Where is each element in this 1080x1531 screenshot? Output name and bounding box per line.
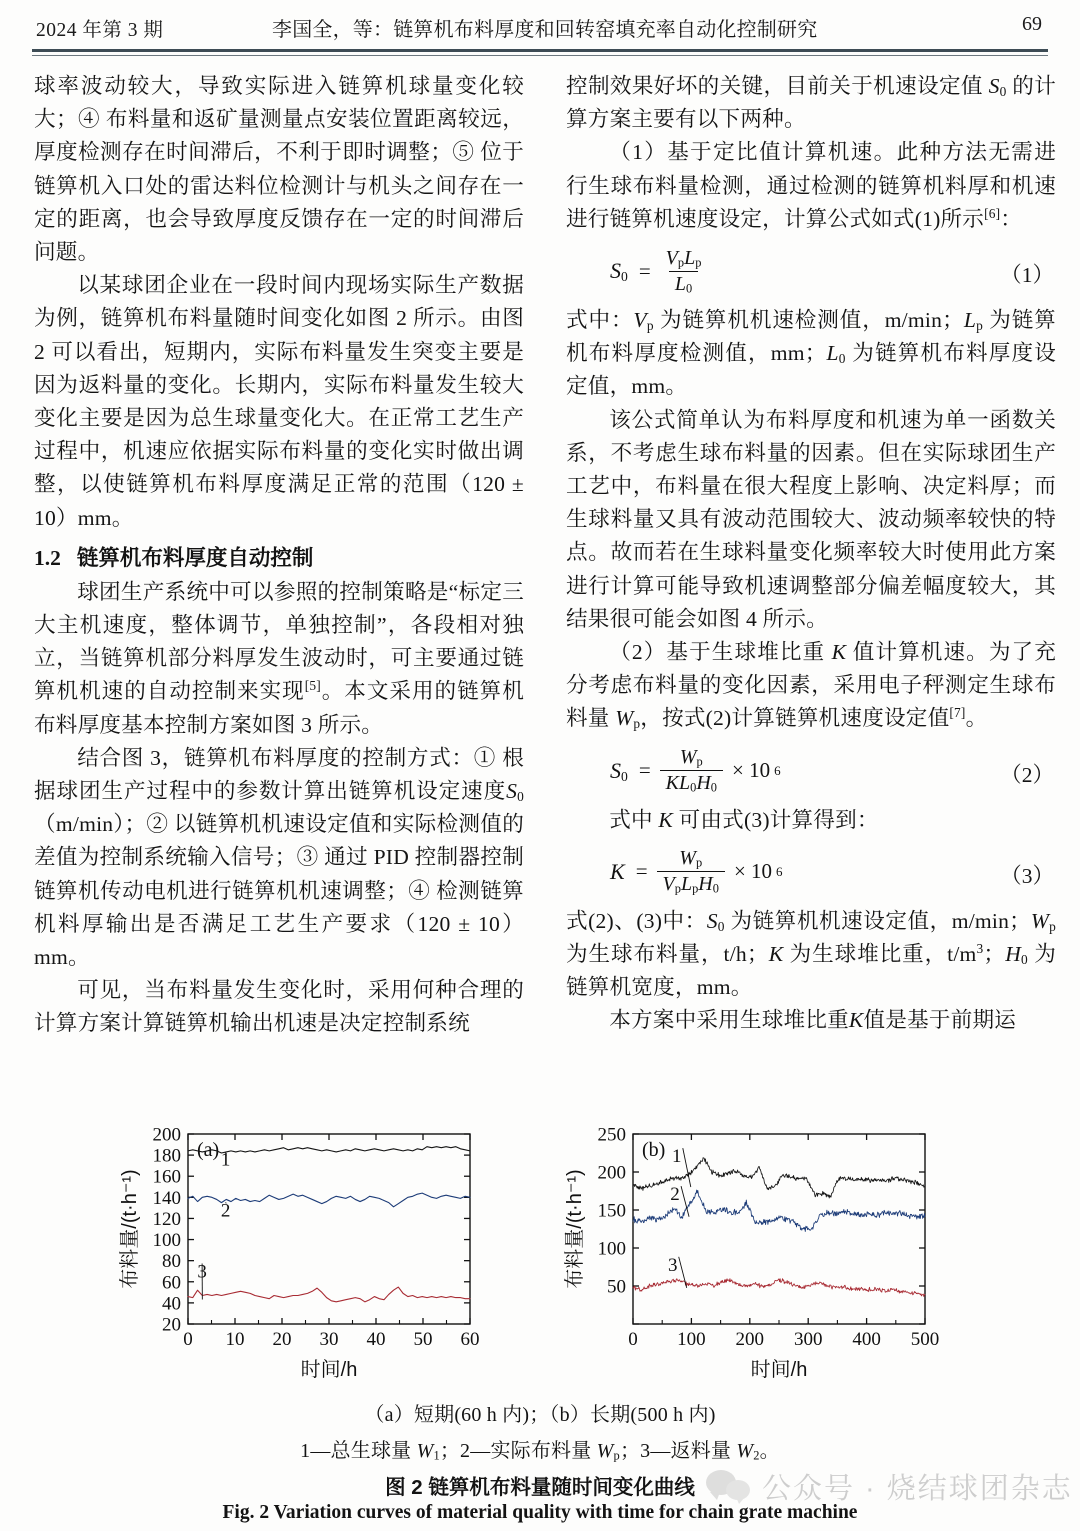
svg-text:1: 1 — [672, 1146, 682, 1168]
equation-2-number: （2） — [1000, 762, 1054, 787]
paragraph-l5: 可见，当布料量发生变化时，采用何种合理的计算方案计算链箅机输出机速是决定控制系统 — [34, 978, 524, 1036]
svg-text:400: 400 — [852, 1329, 881, 1350]
paragraph-l4-b: （m/min）；② 以链箅机机速设定值和实际检测值的差值为控制系统输入信号；③ 通过 PID 控制器控制链箅机传动电机进行链箅机机速调整；④ 检测链箅机料厚输出是否满足工艺生产要求（120 ± 10）mm。 — [34, 812, 524, 970]
paragraph-r8 — [566, 1004, 1056, 1037]
watermark-text: 公众号 · 烧结球团杂志 — [762, 1473, 1073, 1505]
eq3-den-l: L — [680, 873, 693, 896]
p-r3-b: 为链箅机机速检测值，m/min； — [653, 308, 964, 333]
p-r7-e: ； — [983, 942, 1006, 967]
leg-c: ；3—返料量 — [619, 1440, 737, 1462]
p-r6-a: 式中 — [609, 807, 659, 832]
reference-7: [7] — [949, 705, 966, 721]
eq2-den-l-sub: 0 — [690, 780, 697, 795]
var-lp-sub: p — [976, 317, 983, 333]
var-l0: L — [826, 341, 839, 366]
p-r5-d: 。 — [965, 706, 988, 731]
p-r8-a: 本方案中采用生球堆比重 — [609, 1008, 849, 1033]
var-s0: S — [506, 779, 518, 804]
eq1-equals: = — [638, 258, 651, 283]
left-column — [34, 70, 524, 1041]
chart-panel-b — [545, 1120, 965, 1410]
p-r5-a: （2）基于生球堆比重 — [609, 640, 832, 665]
var-w2-sub: 2 — [753, 1448, 760, 1463]
p-r8-b: 值是基于前期运 — [863, 1008, 1017, 1033]
p-r7-f: 为链箅机宽度，mm。 — [566, 942, 1056, 1000]
p-r5-c: ，按式(2)计算链箅机速度设定值 — [640, 706, 950, 731]
svg-text:时间/h: 时间/h — [750, 1359, 808, 1381]
p-r7-b: 为链箅机机速设定值，m/min； — [724, 908, 1031, 933]
paragraph-r1-a: 控制效果好坏的关键，目前关于机速设定值 — [566, 74, 989, 98]
svg-text:160: 160 — [152, 1166, 181, 1188]
leg-d: 。 — [759, 1440, 780, 1462]
equation-1 — [566, 240, 1056, 302]
svg-text:40: 40 — [162, 1293, 181, 1315]
eq1-num-v-sub: p — [677, 255, 685, 270]
svg-text:0: 0 — [628, 1329, 638, 1350]
svg-text:2: 2 — [220, 1200, 231, 1222]
svg-text:100: 100 — [597, 1238, 626, 1260]
var-w1-sub: 1 — [433, 1448, 440, 1463]
var-s0-r7: S — [706, 908, 718, 933]
svg-text:100: 100 — [152, 1230, 181, 1252]
svg-text:3: 3 — [667, 1254, 678, 1276]
figure-caption-en: Fig. 2 Variation curves of material quality with time for chain grate machine — [222, 1502, 858, 1523]
var-k-r8: K — [848, 1008, 864, 1033]
eq1-den-sub: 0 — [685, 281, 693, 296]
p-r7-a: 式(2)、(3)中： — [566, 908, 707, 933]
svg-text:30: 30 — [319, 1329, 339, 1350]
eq2-den-l: L — [679, 772, 691, 795]
eq3-lhs: K — [610, 858, 625, 884]
svg-text:200: 200 — [735, 1329, 765, 1350]
p-r7-d: 为生球堆比重，t/m — [783, 942, 977, 967]
paragraph-r5 — [566, 636, 1056, 736]
svg-text:80: 80 — [162, 1251, 181, 1273]
svg-text:200: 200 — [597, 1162, 626, 1184]
eq3-den-l-sub: p — [692, 882, 699, 897]
var-wp-r5-sub: p — [633, 716, 641, 732]
var-w1: W — [416, 1440, 434, 1462]
eq2-lhs: S — [610, 757, 621, 783]
svg-text:60: 60 — [162, 1272, 181, 1294]
eq2-equals: = — [638, 758, 651, 783]
svg-text:250: 250 — [597, 1124, 626, 1146]
reference-6: [6] — [984, 205, 1001, 221]
paragraph-r2 — [566, 136, 1056, 236]
eq2-den-h: H — [696, 772, 711, 795]
svg-text:300: 300 — [793, 1329, 823, 1350]
eq2-num: W — [679, 746, 697, 769]
svg-text:50: 50 — [607, 1276, 626, 1298]
figure-legend-line — [0, 1434, 1080, 1463]
var-wp-leg: W — [596, 1440, 614, 1462]
eq1-num-v: V — [665, 246, 678, 269]
eq2-den-h-sub: 0 — [710, 780, 717, 795]
paragraph-r2-b: ： — [1000, 206, 1023, 231]
p-r3-d: 为链箅机布料厚度设定值，mm。 — [566, 341, 1057, 399]
running-head — [0, 0, 1080, 52]
svg-text:140: 140 — [152, 1187, 181, 1209]
svg-text:20: 20 — [272, 1329, 292, 1350]
eq3-num: W — [679, 847, 696, 870]
p-r6-b: 可由式(3)计算得到： — [672, 807, 879, 832]
svg-text:(a): (a) — [197, 1139, 220, 1161]
paragraph-r3 — [566, 304, 1056, 404]
svg-text:50: 50 — [413, 1329, 433, 1350]
paragraph-r2-a: （1）基于定比值计算机速。此种方法无需进行生球布料量检测，通过检测的链箅机料厚和机速进行链箅机速度设定，计算公式如式(1)所示 — [566, 140, 1056, 231]
var-s0-r7-sub: 0 — [717, 918, 725, 934]
article-title: 李国全，等：链箅机布料厚度和回转窑填充率自动化控制研究 — [272, 19, 818, 41]
eq2-lhs-sub: 0 — [621, 768, 628, 784]
svg-text:布料量/(t·h⁻¹): 布料量/(t·h⁻¹) — [119, 1169, 141, 1289]
p-r5-b: 值计算机速。为了充分考虑布料量的变化因素，采用电子秤测定生球布料量 — [566, 640, 1056, 731]
eq2-fraction — [660, 746, 723, 795]
paragraph-l3-b: 。本文采用的链箅机布料厚度基本控制方案如图 3 所示。 — [34, 679, 524, 737]
leg-a: 1—总生球量 — [300, 1440, 417, 1462]
paragraph-r6 — [566, 804, 1056, 837]
equation-3-number: （3） — [1000, 863, 1054, 888]
var-h0-r7-sub: 0 — [1021, 952, 1028, 967]
svg-text:150: 150 — [597, 1200, 626, 1222]
var-vp-sub: p — [646, 317, 654, 333]
figure-2 — [0, 1120, 1080, 1420]
svg-text:120: 120 — [152, 1208, 181, 1230]
page-number: 69 — [1022, 13, 1042, 35]
paragraph-r1 — [566, 70, 1056, 136]
svg-text:100: 100 — [677, 1329, 706, 1350]
var-lp: L — [963, 308, 977, 333]
var-k-r6: K — [658, 807, 673, 832]
eq1-lhs: S — [610, 258, 621, 284]
paragraph-l3-a: 球团生产系统中可以参照的控制策略是“标定三大主机速度，整体调节，单独控制”，各段相对独立，当链箅机部分料厚发生波动时，可主要通过链箅机机速的自动控制来实现 — [34, 579, 524, 704]
eq2-num-sub: p — [696, 754, 703, 769]
chart-panel-a — [110, 1120, 510, 1410]
eq1-num-l-sub: p — [695, 255, 702, 270]
section-heading-1-2 — [34, 542, 524, 575]
reference-5: [5] — [304, 678, 321, 694]
var-k-r5: K — [831, 640, 847, 665]
var-w2: W — [736, 1440, 754, 1462]
paragraph-l1: 球率波动较大，导致实际进入链箅机球量变化较大；④ 布料量和返矿量测量点安装位置距离较远，厚度检测存在时间滞后，不利于即时调整；⑤ 位于链箅机入口处的雷达料位检测计与机头之间存在一定的距离，也会导致厚度反馈存在一定的时间滞后问题。 — [34, 74, 524, 265]
svg-text:60: 60 — [460, 1329, 480, 1350]
figure-caption-cn: 图 2 链箅机布料量随时间变化曲线 — [385, 1476, 695, 1499]
var-wp-r5: W — [615, 706, 634, 731]
svg-text:(b): (b) — [642, 1139, 666, 1161]
svg-text:0: 0 — [183, 1329, 193, 1350]
paragraph-l2: 以某球团企业在一段时间内现场实际生产数据为例，链箅机布料量随时间变化如图 2 所示。由图 2 可以看出，短期内，实际布料量发生突变主要是因为返料量的变化。长期内，实际布料量发生较大变化主要是因为总生球量变化大。在正常工艺生产过程中，机速应依据实际布料量的变化实时做出调整，以使链箅机布料厚度满足正常的范围（120 ± 10）mm。 — [34, 273, 524, 530]
figure-subcaption: （a）短期(60 h 内)；（b）长期(500 h 内) — [364, 1404, 716, 1426]
eq1-lhs-sub: 0 — [621, 269, 628, 285]
var-h0-r7: H — [1005, 942, 1021, 967]
eq3-den-h-sub: 0 — [712, 882, 719, 897]
var-s0-r1: S — [988, 74, 1000, 98]
header-rule — [32, 49, 1048, 56]
var-wp-leg-sub: p — [613, 1448, 620, 1463]
var-wp-r7: W — [1030, 908, 1050, 933]
svg-text:10: 10 — [225, 1329, 245, 1350]
equation-3: K = $\frac{W_p}{V_pL_pH_0}$ × 10 6 （3） — [610, 847, 1054, 897]
eq1-fraction — [660, 247, 708, 296]
paragraph-l3 — [34, 576, 524, 742]
leg-b: ；2—实际布料量 — [439, 1440, 597, 1462]
var-l0-sub: 0 — [838, 351, 846, 367]
svg-text:180: 180 — [152, 1145, 181, 1167]
svg-text:1: 1 — [220, 1149, 231, 1171]
eq3-num-sub: p — [695, 856, 703, 871]
eq1-den: L — [674, 272, 686, 295]
svg-text:布料量/(t·h⁻¹): 布料量/(t·h⁻¹) — [564, 1169, 586, 1289]
p-r3-a: 式中： — [566, 308, 634, 333]
paragraph-l4-a: 结合图 3，链箅机布料厚度的控制方式：① 根据球团生产过程中的参数计算出链箅机设定速度 — [34, 745, 524, 804]
eq3-den-v: V — [662, 873, 675, 896]
svg-text:2: 2 — [670, 1184, 680, 1206]
eq3-mult: × 10 — [733, 859, 773, 884]
svg-text:500: 500 — [910, 1329, 940, 1350]
eq1-num-l: L — [684, 246, 696, 269]
var-s0-r1-sub: 0 — [999, 83, 1007, 99]
svg-text:时间/h: 时间/h — [300, 1359, 358, 1381]
svg-text:40: 40 — [366, 1329, 386, 1350]
paragraph-r1-b: 的计算方案主要有以下两种。 — [566, 74, 1056, 132]
eq3-den-h: H — [698, 873, 713, 896]
equation-2: $S_0$ = $\frac{W_p}{KL_0H_0}$ × 10 6 （2） — [610, 746, 1054, 795]
eq3-fraction — [657, 847, 725, 896]
paragraph-r4: 该公式简单认为布料厚度和机速为单一函数关系，不考虑生球布料量的因素。但在实际球团生产工艺中，布料量在很大程度上影响、决定料厚；而生球料量又具有波动范围较大、波动频率较快的特点。故而若在生球料量变化频率较大时使用此方案进行计算可能导致机速调整部分偏差幅度较大，其结果很可能会如图 4 所示。 — [566, 407, 1056, 631]
svg-text:3: 3 — [197, 1261, 207, 1283]
section-number: 1.2 — [34, 545, 61, 570]
paragraph-r7 — [566, 905, 1056, 1005]
p-r3-c: 为链箅机布料厚度检测值，mm； — [566, 308, 1056, 366]
eq2-mult: × 10 — [731, 758, 771, 783]
var-s0-sub: 0 — [517, 789, 524, 804]
svg-text:20: 20 — [162, 1314, 181, 1336]
section-title: 链箅机布料厚度自动控制 — [76, 545, 314, 570]
eq3-equals: = — [635, 859, 648, 884]
var-wp-r7-sub: p — [1049, 918, 1057, 934]
eq2-den-k: K — [665, 772, 679, 795]
issue-label: 2024 年第 3 期 — [36, 20, 164, 41]
var-vp: V — [633, 308, 647, 333]
eq3-den-v-sub: p — [674, 882, 681, 897]
right-column — [566, 70, 1056, 1038]
p-r7-c: 为生球布料量，t/h； — [566, 942, 769, 967]
equation-1-number: （1） — [1000, 263, 1054, 288]
svg-text:200: 200 — [152, 1124, 181, 1146]
paragraph-l4 — [34, 742, 524, 974]
unit-cubic: 3 — [976, 940, 984, 956]
var-k-r7: K — [768, 942, 784, 967]
